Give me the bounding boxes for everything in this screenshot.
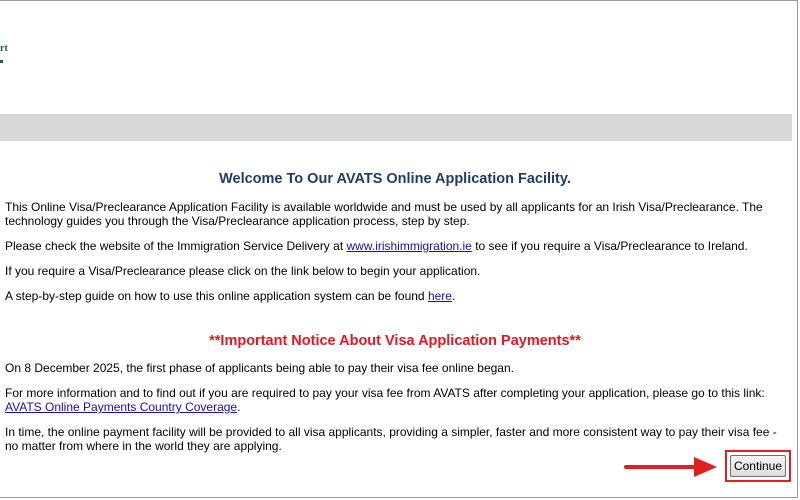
intro-paragraph: This Online Visa/Preclearance Application Facility is available worldwide and must be used by all applicants for an Irish Visa/Preclearance. The technology guides you through the Visa/Preclearance application process, step by step. <box>5 200 763 228</box>
right-arrow-icon <box>624 456 718 478</box>
payments-coverage-link[interactable]: AVATS Online Payments Country Coverage <box>5 400 238 414</box>
main-content <box>5 160 785 453</box>
check-text-after: to see if you require a Visa/Preclearance to Ireland. <box>471 239 748 253</box>
site-logo <box>0 44 8 54</box>
notice-paragraph-date: On 8 December 2025, the first phase of applicants being able to pay their visa fee online began. <box>5 361 514 375</box>
payment-notice-title: **Important Notice About Visa Application Payments** <box>209 333 581 349</box>
navigation-bar <box>0 114 792 141</box>
check-website-paragraph <box>5 239 785 253</box>
continue-highlight <box>725 450 791 482</box>
irishimmigration-link[interactable]: www.irishimmigration.ie <box>346 239 472 253</box>
logo-mark <box>0 60 3 63</box>
logo-text: rt <box>0 43 8 54</box>
notice-info-after: . <box>237 400 241 414</box>
check-text-before: Please check the website of the Immigration Service Delivery at <box>5 239 347 253</box>
notice-paragraph-future: In time, the online payment facility will be provided to all visa applicants, providing a simpler, faster and more consistent way to pay their visa fee - no matter from where in the world they are applying. <box>5 425 777 453</box>
guide-text-after: . <box>451 289 456 303</box>
notice-info-text: For more information and to find out if you are required to pay your visa fee from AVATS after completing your application, please go to this link: <box>5 386 765 400</box>
page-title: Welcome To Our AVATS Online Application Facility. <box>219 171 571 187</box>
guide-paragraph <box>5 289 785 303</box>
guide-text-before: A step-by-step guide on how to use this online application system can be found <box>5 289 428 303</box>
guide-here-link[interactable]: here <box>427 289 452 303</box>
require-visa-paragraph: If you require a Visa/Preclearance please click on the link below to begin your application. <box>5 264 481 278</box>
notice-paragraph-info <box>5 386 785 414</box>
continue-button[interactable]: Continue <box>730 455 786 477</box>
